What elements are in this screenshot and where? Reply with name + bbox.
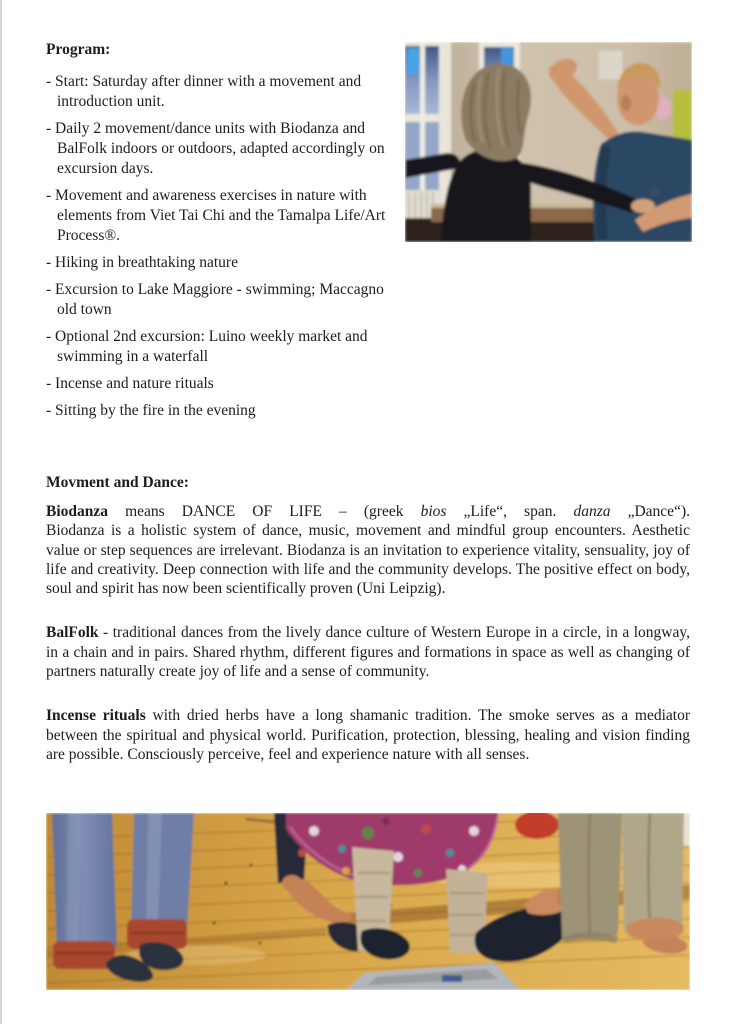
- list-item: - Daily 2 movement/dance units with Biodanza and BalFolk indoors or outdoors, adapted accordingly on excursion days.: [46, 120, 385, 177]
- balfolk-paragraph: BalFolk - traditional dances from the lively dance culture of Western Europe in a circle, in a longway, in a chain and in pairs. Shared rhythm, different figures and formations in space as well as changing of partners naturally create joy of life and a sense of community.: [46, 624, 690, 681]
- biodanza-paragraph-body: Biodanza is a holistic system of dance, music, movement and mindful group encounters. Aesthetic value or step sequences are irrelevant. Biodanza is an invitation to experience vitality, sensuality, joy of life and creativity. Deep connection with life and the community develops. The positive effect on body, soul and spirit has now been scientifically proven (Uni Leipzig).: [46, 522, 690, 598]
- dancers-feet-illustration: [46, 813, 690, 990]
- biodanza-paragraph-lead: Biodanza means DANCE OF LIFE – (greek bios „Life“, span. danza „Dance“).: [46, 503, 690, 520]
- list-item: - Sitting by the fire in the evening: [46, 402, 256, 419]
- list-item: - Optional 2nd excursion: Luino weekly market and swimming in a waterfall: [46, 328, 368, 365]
- list-item: - Hiking in breathtaking nature: [46, 254, 238, 271]
- window-left: [405, 42, 451, 210]
- page-left-border: [0, 0, 2, 1024]
- list-item: - Incense and nature rituals: [46, 375, 214, 392]
- list-item: - Start: Saturday after dinner with a movement and introduction unit.: [46, 73, 362, 110]
- list-item: - Excursion to Lake Maggiore - swimming; Maccagno old town: [46, 281, 384, 318]
- couple-dancing-illustration: [405, 42, 692, 242]
- movement-and-dance-heading: Movment and Dance:: [46, 474, 189, 491]
- program-section: [46, 40, 404, 421]
- couple-dancing-photo: [405, 42, 692, 242]
- list-item: - Movement and awareness exercises in nature with elements from Viet Tai Chi and the Tamalpa Life/Art Process®.: [46, 187, 386, 244]
- program-list: [46, 72, 404, 421]
- incense-paragraph: Incense rituals with dried herbs have a long shamanic tradition. The smoke serves as a mediator between the spiritual and physical world. Purification, protection, blessing, healing and vision finding are possible. Consciously perceive, feel and experience nature with all senses.: [46, 707, 691, 763]
- program-heading: Program:: [46, 41, 111, 58]
- dancers-feet-photo: [46, 813, 690, 990]
- wall-picture: [598, 50, 623, 80]
